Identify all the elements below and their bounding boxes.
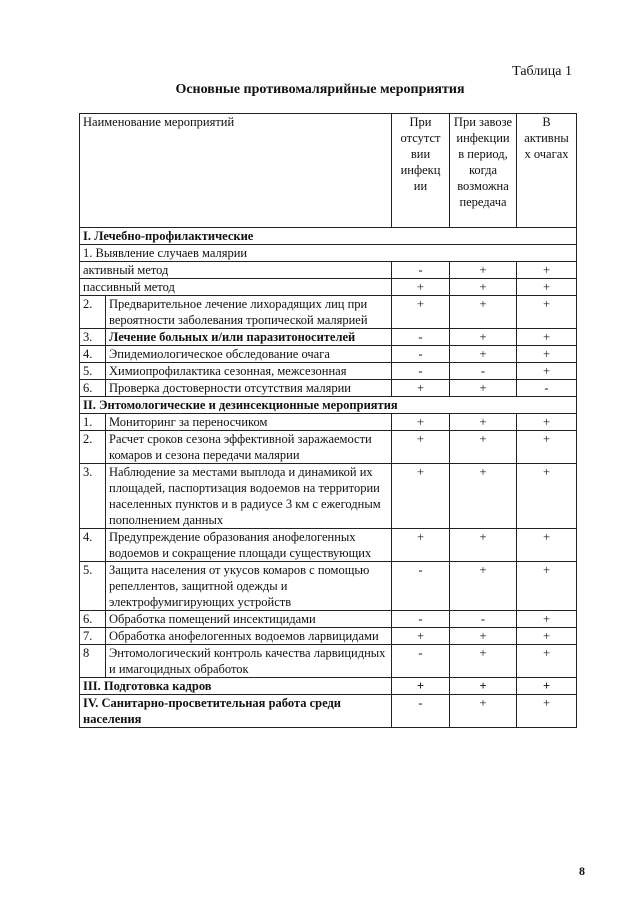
mark-absent: -	[392, 645, 450, 678]
row-name: пассивный метод	[80, 279, 392, 296]
mark-import: +	[450, 346, 517, 363]
row-name: Мониторинг за переносчиком	[106, 414, 392, 431]
mark-absent: -	[392, 695, 450, 728]
mark-absent: +	[392, 296, 450, 329]
mark-absent: +	[392, 464, 450, 529]
row-number: 6.	[80, 380, 106, 397]
mark-active: +	[517, 414, 577, 431]
row-number: 3.	[80, 329, 106, 346]
mark-absent: -	[392, 363, 450, 380]
table-row	[80, 329, 577, 346]
mark-import: -	[450, 611, 517, 628]
mark-import: +	[450, 645, 517, 678]
row-number: 1.	[80, 414, 106, 431]
section-row	[80, 678, 577, 695]
table-row	[80, 611, 577, 628]
table-row	[80, 262, 577, 279]
mark-active: +	[517, 628, 577, 645]
mark-import: +	[450, 296, 517, 329]
mark-absent: +	[392, 628, 450, 645]
row-number: 5.	[80, 562, 106, 611]
mark-import: +	[450, 279, 517, 296]
table-row	[80, 529, 577, 562]
mark-active: +	[517, 346, 577, 363]
section-title: II. Энтомологические и дезинсекционные мероприятия	[80, 397, 577, 414]
table-row	[80, 645, 577, 678]
mark-active: +	[517, 611, 577, 628]
mark-import: +	[450, 628, 517, 645]
row-name: активный метод	[80, 262, 392, 279]
table-row	[80, 363, 577, 380]
row-name: Проверка достоверности отсутствия малярии	[106, 380, 392, 397]
row-name: Расчет сроков сезона эффективной заражаемости комаров и сезона передачи малярии	[106, 431, 392, 464]
mark-import: -	[450, 363, 517, 380]
mark-absent: +	[392, 279, 450, 296]
header-col-absent: При отсутст вии инфекц ии	[392, 114, 450, 228]
mark-active: +	[517, 296, 577, 329]
mark-import: +	[450, 695, 517, 728]
mark-absent: +	[392, 529, 450, 562]
mark-absent: +	[392, 431, 450, 464]
section-title: IV. Санитарно-просветительная работа среди населения	[80, 695, 392, 728]
row-name: Эпидемиологическое обследование очага	[106, 346, 392, 363]
section-title: I. Лечебно-профилактические	[80, 228, 577, 245]
mark-absent: +	[392, 678, 450, 695]
mark-active: -	[517, 380, 577, 397]
mark-import: +	[450, 678, 517, 695]
row-name: Обработка анофелогенных водоемов ларвицидами	[106, 628, 392, 645]
row-name: Обработка помещений инсектицидами	[106, 611, 392, 628]
mark-active: +	[517, 695, 577, 728]
mark-active: +	[517, 262, 577, 279]
row-number: 4.	[80, 346, 106, 363]
row-name: Лечение больных и/или паразитоносителей	[106, 329, 392, 346]
header-col-active: В активны х очагах	[517, 114, 577, 228]
mark-active: +	[517, 645, 577, 678]
mark-absent: -	[392, 262, 450, 279]
mark-active: +	[517, 363, 577, 380]
mark-active: +	[517, 431, 577, 464]
mark-absent: +	[392, 414, 450, 431]
section-row	[80, 397, 577, 414]
header-name: Наименование мероприятий	[80, 114, 392, 228]
mark-import: +	[450, 529, 517, 562]
row-name: Защита населения от укусов комаров с помощью репеллентов, защитной одежды и электрофумигирующих устройств	[106, 562, 392, 611]
mark-active: +	[517, 279, 577, 296]
row-number: 3.	[80, 464, 106, 529]
table-row	[80, 431, 577, 464]
row-number: 6.	[80, 611, 106, 628]
table-row	[80, 380, 577, 397]
mark-import: +	[450, 380, 517, 397]
mark-active: +	[517, 464, 577, 529]
mark-active: +	[517, 329, 577, 346]
mark-absent: -	[392, 611, 450, 628]
mark-active: +	[517, 529, 577, 562]
mark-absent: -	[392, 329, 450, 346]
table-header-row	[80, 114, 577, 228]
header-col-import: При завозе инфекции в период, когда возможна передача	[450, 114, 517, 228]
mark-active: +	[517, 678, 577, 695]
table-row	[80, 464, 577, 529]
section-row	[80, 228, 577, 245]
row-name: Наблюдение за местами выплода и динамикой их площадей, паспортизация водоемов на территории населенных пунктов и в радиусе 3 км с ежегодным пополнением данных	[106, 464, 392, 529]
mark-import: +	[450, 562, 517, 611]
row-number: 2.	[80, 296, 106, 329]
row-name: Предварительное лечение лихорадящих лиц при вероятности заболевания тропической малярией	[106, 296, 392, 329]
table-row	[80, 346, 577, 363]
mark-absent: +	[392, 380, 450, 397]
row-number: 5.	[80, 363, 106, 380]
row-name: Предупреждение образования анофелогенных водоемов и сокращение площади существующих	[106, 529, 392, 562]
table-row	[80, 296, 577, 329]
mark-import: +	[450, 329, 517, 346]
section-title: III. Подготовка кадров	[80, 678, 392, 695]
mark-absent: -	[392, 346, 450, 363]
row-name: Энтомологический контроль качества ларвицидных и имагоцидных обработок	[106, 645, 392, 678]
mark-active: +	[517, 562, 577, 611]
row-number: 2.	[80, 431, 106, 464]
table-row	[80, 279, 577, 296]
mark-import: +	[450, 414, 517, 431]
table-row	[80, 562, 577, 611]
measures-table	[79, 113, 577, 728]
table-label: Таблица 1	[512, 64, 572, 79]
table-row	[80, 628, 577, 645]
table-row	[80, 414, 577, 431]
table-title: Основные противомалярийные мероприятия	[175, 82, 465, 97]
mark-import: +	[450, 464, 517, 529]
mark-import: +	[450, 262, 517, 279]
row-number: 4.	[80, 529, 106, 562]
row-name: Химиопрофилактика сезонная, межсезонная	[106, 363, 392, 380]
page-number: 8	[579, 864, 585, 878]
section-row	[80, 695, 577, 728]
row-number: 8	[80, 645, 106, 678]
mark-import: +	[450, 431, 517, 464]
row-number: 7.	[80, 628, 106, 645]
subsection-title: 1. Выявление случаев малярии	[80, 245, 577, 262]
mark-absent: -	[392, 562, 450, 611]
subsection-row	[80, 245, 577, 262]
